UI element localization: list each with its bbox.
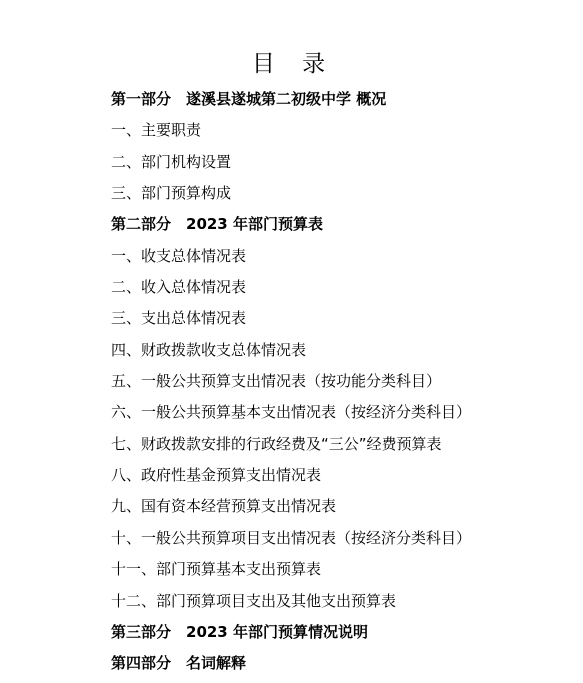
toc-item: 十、一般公共预算项目支出情况表（按经济分类科目） bbox=[111, 528, 472, 547]
table-of-contents bbox=[111, 84, 561, 680]
toc-title: 目 录 bbox=[251, 51, 336, 77]
toc-item: 八、政府性基金预算支出情况表 bbox=[111, 466, 322, 485]
toc-item: 一、主要职责 bbox=[111, 121, 202, 140]
toc-item: 二、收入总体情况表 bbox=[111, 278, 247, 297]
toc-item: 三、支出总体情况表 bbox=[111, 309, 247, 328]
toc-item: 二、部门机构设置 bbox=[111, 152, 232, 171]
toc-part-4: 第四部分 名词解释 bbox=[111, 654, 247, 673]
toc-part-2: 第二部分 2023 年部门预算表 bbox=[111, 215, 323, 234]
toc-item: 十二、部门预算项目支出及其他支出预算表 bbox=[111, 591, 397, 610]
toc-item: 五、一般公共预算支出情况表（按功能分类科目） bbox=[111, 372, 442, 391]
toc-part-1: 第一部分 遂溪县遂城第二初级中学 概况 bbox=[111, 90, 387, 108]
toc-item: 九、国有资本经营预算支出情况表 bbox=[111, 497, 337, 516]
toc-part-3: 第三部分 2023 年部门预算情况说明 bbox=[111, 622, 368, 641]
toc-item: 四、财政拨款收支总体情况表 bbox=[111, 340, 307, 359]
toc-item: 六、一般公共预算基本支出情况表（按经济分类科目） bbox=[111, 403, 472, 422]
toc-item: 十一、部门预算基本支出预算表 bbox=[111, 560, 322, 579]
toc-item: 一、收支总体情况表 bbox=[111, 246, 247, 265]
toc-item: 三、部门预算构成 bbox=[111, 184, 232, 203]
toc-item: 七、财政拨款安排的行政经费及“三公”经费预算表 bbox=[111, 434, 442, 453]
